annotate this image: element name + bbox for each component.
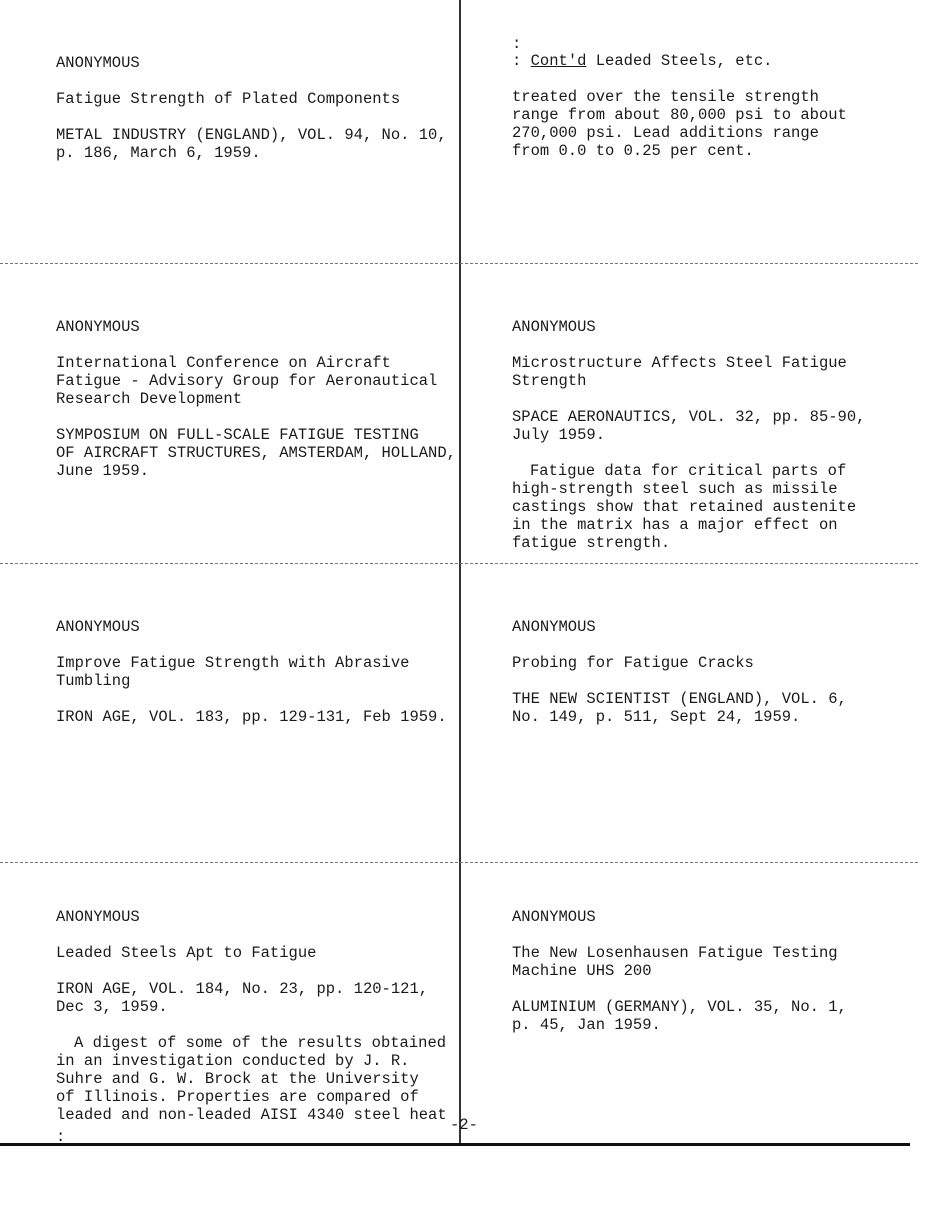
card-continued-leaded-steels xyxy=(512,52,912,160)
card-author: ANONYMOUS xyxy=(56,318,140,336)
card-source: THE NEW SCIENTIST (ENGLAND), VOL. 6, No. 149, p. 511, Sept 24, 1959. xyxy=(512,690,847,726)
card-author: ANONYMOUS xyxy=(512,618,596,636)
card-title: International Conference on Aircraft Fatigue - Advisory Group for Aeronautical Research Development xyxy=(56,354,438,408)
card-author: ANONYMOUS xyxy=(56,618,140,636)
contd-title: Leaded Steels, etc. xyxy=(586,52,773,70)
card-abstract: Fatigue data for critical parts of high-strength steel such as missile castings show that retained austenite in the matrix has a major effect on fatigue strength. xyxy=(512,462,857,552)
card-source: IRON AGE, VOL. 183, pp. 129-131, Feb 1959. xyxy=(56,708,447,726)
card-fatigue-cracks xyxy=(512,618,912,744)
card-aircraft-conference xyxy=(56,318,456,498)
row-divider-3 xyxy=(0,862,918,863)
continuation-colon: : xyxy=(512,52,522,70)
continuation-colon: : xyxy=(56,1128,66,1146)
card-leaded-steels xyxy=(56,908,456,1124)
bottom-rule xyxy=(0,1143,910,1146)
card-source: ALUMINIUM (GERMANY), VOL. 35, No. 1, p. 45, Jan 1959. xyxy=(512,998,847,1034)
card-title: Fatigue Strength of Plated Components xyxy=(56,90,401,108)
card-source: IRON AGE, VOL. 184, No. 23, pp. 120-121, Dec 3, 1959. xyxy=(56,980,429,1016)
card-source: METAL INDUSTRY (ENGLAND), VOL. 94, No. 10, p. 186, March 6, 1959. xyxy=(56,126,447,162)
continuation-colon: : xyxy=(512,35,522,53)
card-title: Probing for Fatigue Cracks xyxy=(512,654,754,672)
card-abstract: A digest of some of the results obtained in an investigation conducted by J. R. Suhre and G. W. Brock at the University of Illinois. Properties are compared of leaded and non-leaded AISI 4340 steel heat xyxy=(56,1034,447,1124)
card-title: Leaded Steels Apt to Fatigue xyxy=(56,944,317,962)
row-divider-2 xyxy=(0,563,918,564)
contd-label: Cont'd xyxy=(530,52,587,70)
page-number: -2- xyxy=(450,1116,478,1134)
column-divider xyxy=(459,0,461,1146)
card-microstructure xyxy=(512,318,912,552)
card-source: SPACE AERONAUTICS, VOL. 32, pp. 85-90, July 1959. xyxy=(512,408,866,444)
card-source: SYMPOSIUM ON FULL-SCALE FATIGUE TESTING OF AIRCRAFT STRUCTURES, AMSTERDAM, HOLLAND, June 1959. xyxy=(56,426,456,480)
card-title: Microstructure Affects Steel Fatigue Strength xyxy=(512,354,847,390)
card-author: ANONYMOUS xyxy=(56,54,140,72)
card-author: ANONYMOUS xyxy=(512,908,596,926)
card-author: ANONYMOUS xyxy=(512,318,596,336)
card-plated-components xyxy=(56,54,451,180)
card-abrasive-tumbling xyxy=(56,618,456,744)
card-author: ANONYMOUS xyxy=(56,908,140,926)
card-losenhausen-machine xyxy=(512,908,912,1052)
card-abstract: treated over the tensile strength range from about 80,000 psi to about 270,000 psi. Lead additions range from 0.0 to 0.25 per cent. xyxy=(512,88,847,160)
card-title: Improve Fatigue Strength with Abrasive Tumbling xyxy=(56,654,410,690)
card-title: The New Losenhausen Fatigue Testing Machine UHS 200 xyxy=(512,944,838,980)
row-divider-1 xyxy=(0,263,918,264)
